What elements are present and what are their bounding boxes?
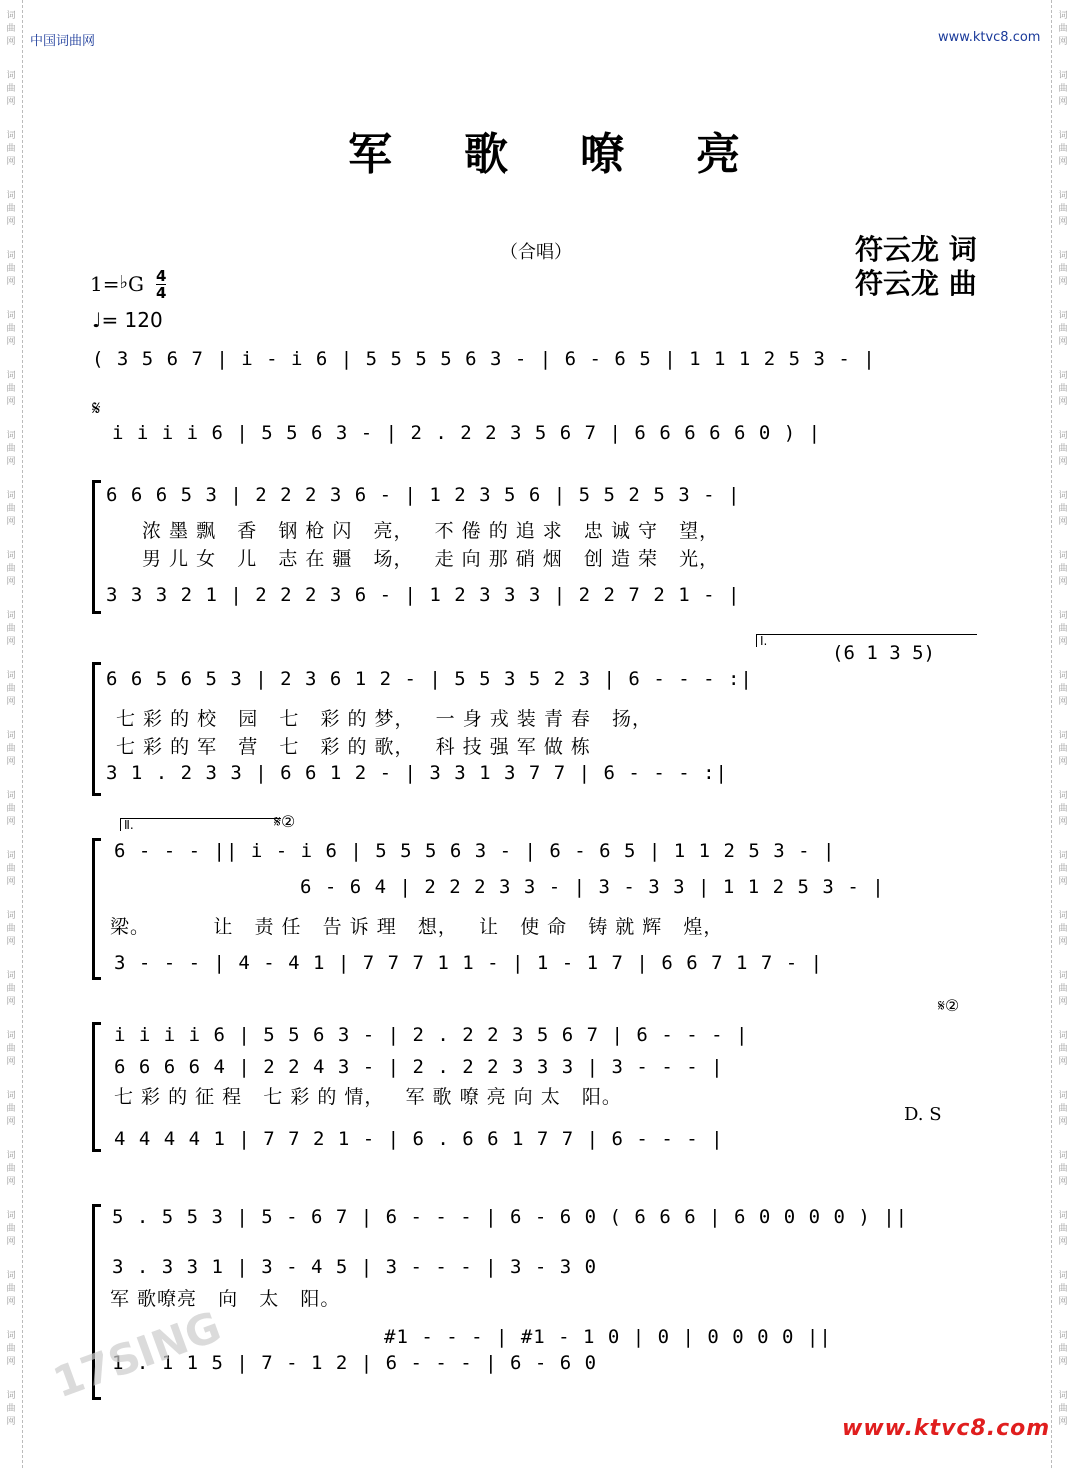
margin-glyph: 词 曲 网: [6, 911, 16, 947]
score-line-5-alto: 3 - - - | 4 - 4 1 | 7 7 7 1 1 - | 1 - 1 7 | 6 6 7 1 7 - |: [114, 952, 824, 974]
key-prefix: 1=: [90, 272, 120, 296]
margin-glyph: 词 曲 网: [6, 791, 16, 827]
score-line-7-alto-top: #1 - - - | #1 - 1 0 | 0 | 0 0 0 0 ||: [384, 1326, 832, 1348]
margin-glyph: 词 曲 网: [6, 1091, 16, 1127]
time-bottom: 4: [156, 284, 167, 302]
time-top: 4: [156, 267, 167, 285]
composer-credit: 符云龙 曲: [855, 267, 977, 300]
margin-glyph: 词 曲 网: [1058, 671, 1068, 707]
score-line-7-alto-bottom: 1 . 1 1 5 | 7 - 1 2 | 6 - - - | 6 - 6 0: [112, 1352, 598, 1374]
margin-glyph: 词 曲 网: [6, 491, 16, 527]
margin-glyph: 词 曲 网: [1058, 1091, 1068, 1127]
score-line-3-alto: 3 3 3 2 1 | 2 2 2 3 6 - | 1 2 3 3 3 | 2 2 7 2 1 - |: [106, 584, 741, 606]
margin-glyph: 词 曲 网: [6, 71, 16, 107]
margin-glyph: 词 曲 网: [1058, 251, 1068, 287]
margin-glyph: 词 曲 网: [1058, 1271, 1068, 1307]
tempo-marking: [92, 308, 163, 332]
margin-glyph: 词 曲 网: [1058, 1031, 1068, 1067]
lyrics-line-7: 军 歌嘹亮 向 太 阳。: [110, 1288, 341, 1310]
margin-glyph: 词 曲 网: [1058, 71, 1068, 107]
margin-glyph: 词 曲 网: [1058, 791, 1068, 827]
score-line-7-mezzo: 3 . 3 3 1 | 3 - 4 5 | 3 - - - | 3 - 3 0: [112, 1256, 598, 1278]
score-line-1: ( 3 5 6 7 | i - i 6 | 5 5 5 5 6 3 - | 6 - 6 5 | 1 1 1 2 5 3 - |: [92, 348, 876, 370]
segno-3-icon: 𝄋②: [938, 996, 960, 1015]
margin-glyph: 词 曲 网: [6, 1271, 16, 1307]
tempo-value: = 120: [101, 308, 163, 332]
margin-glyph: 词 曲 网: [6, 671, 16, 707]
margin-glyph: 词 曲 网: [6, 311, 16, 347]
dal-segno-marking: D. S: [904, 1104, 942, 1125]
segno-2-icon: 𝄋②: [274, 812, 296, 831]
volta-1-label: Ⅰ.: [760, 634, 768, 648]
lyrics-line-5: 梁。 让 责 任 告 诉 理 想， 让 使 命 铸 就 辉 煌，: [110, 916, 724, 938]
score-line-4-soprano: 6 6 5 6 5 3 | 2 3 6 1 2 - | 5 5 3 5 2 3 | 6 - - - :|: [106, 668, 753, 690]
site-name-left[interactable]: 中国词曲网: [30, 34, 96, 49]
margin-glyph: 词 曲 网: [1058, 1391, 1068, 1427]
margin-glyph: 词 曲 网: [1058, 1211, 1068, 1247]
footer-site-logo[interactable]: www.ktvc8.com: [842, 1416, 1051, 1441]
score-line-3-soprano: 6 6 6 5 3 | 2 2 2 3 6 - | 1 2 3 5 6 | 5 5 2 5 3 - |: [106, 484, 741, 506]
system-bracket: [92, 480, 101, 614]
margin-glyph: 词 曲 网: [1058, 131, 1068, 167]
margin-glyph: 词 曲 网: [6, 1151, 16, 1187]
performance-type: （合唱）: [500, 242, 572, 263]
score-line-5-mezzo: 6 - 6 4 | 2 2 2 3 3 - | 3 - 3 3 | 1 1 2 5 3 - |: [300, 876, 885, 898]
margin-glyph: 词 曲 网: [6, 1331, 16, 1367]
flat-icon: ♭: [119, 272, 128, 293]
margin-glyph: 词 曲 网: [6, 551, 16, 587]
left-margin-strip: [0, 0, 23, 1468]
system-bracket: [92, 1022, 101, 1152]
segno-3-label: ②: [944, 996, 960, 1015]
lyrics-line-4-verse-2: 七 彩 的 军 营 七 彩 的 歌， 科 技 强 军 做 栋: [116, 736, 591, 758]
volta-2-label: Ⅱ.: [124, 818, 134, 832]
song-title: 军歌嘹亮: [348, 129, 812, 180]
margin-glyph: 词 曲 网: [6, 251, 16, 287]
time-signature: [156, 268, 166, 301]
margin-glyph: 词 曲 网: [1058, 971, 1068, 1007]
margin-glyph: 词 曲 网: [6, 731, 16, 767]
margin-glyph: 词 曲 网: [6, 851, 16, 887]
score-line-6-soprano: i i i i 6 | 5 5 6 3 - | 2 . 2 2 3 5 6 7 | 6 - - - |: [114, 1024, 749, 1046]
quarter-note-icon: ♩: [92, 308, 102, 332]
right-margin-strip: [1051, 0, 1074, 1468]
margin-glyph: 词 曲 网: [6, 191, 16, 227]
margin-glyph: 词 曲 网: [6, 611, 16, 647]
segno-icon: 𝄋: [92, 396, 101, 420]
margin-glyph: 词 曲 网: [1058, 311, 1068, 347]
margin-glyph: 词 曲 网: [6, 1031, 16, 1067]
key-note: G: [127, 272, 144, 296]
margin-glyph: 词 曲 网: [1058, 911, 1068, 947]
margin-glyph: 词 曲 网: [6, 431, 16, 467]
segno-2-label: ②: [280, 812, 296, 831]
score-line-5-soprano: 6 - - - || i - i 6 | 5 5 5 6 3 - | 6 - 6 5 | 1 1 2 5 3 - |: [114, 840, 836, 862]
volta-1-fill: (6 1 3 5): [832, 642, 935, 664]
lyrics-line-3-verse-2: 男 儿 女 儿 志 在 疆 场， 走 向 那 硝 烟 创 造 荣 光，: [142, 548, 720, 570]
lyrics-line-6: 七 彩 的 征 程 七 彩 的 情， 军 歌 嘹 亮 向 太 阳。: [114, 1086, 622, 1108]
score-line-7-soprano: 5 . 5 5 3 | 5 - 6 7 | 6 - - - | 6 - 6 0 ( 6 6 6 | 6 0 0 0 0 ) ||: [112, 1206, 909, 1228]
margin-glyph: 词 曲 网: [1058, 1151, 1068, 1187]
margin-glyph: 词 曲 网: [6, 971, 16, 1007]
volta-bracket-2: [120, 818, 281, 831]
key-signature: [90, 272, 144, 296]
margin-glyph: 词 曲 网: [1058, 11, 1068, 47]
margin-glyph: 词 曲 网: [1058, 491, 1068, 527]
margin-glyph: 词 曲 网: [1058, 611, 1068, 647]
score-line-4-alto: 3 1 . 2 3 3 | 6 6 1 2 - | 3 3 1 3 7 7 | 6 - - - :|: [106, 762, 728, 784]
margin-glyph: 词 曲 网: [1058, 431, 1068, 467]
margin-glyph: 词 曲 网: [1058, 371, 1068, 407]
margin-glyph: 词 曲 网: [6, 11, 16, 47]
system-bracket: [92, 838, 101, 980]
margin-glyph: 词 曲 网: [6, 371, 16, 407]
site-url-right[interactable]: www.ktvc8.com: [938, 30, 1041, 45]
watermark-logo: 17SING: [46, 1301, 228, 1408]
lyrics-line-4-verse-1: 七 彩 的 校 园 七 彩 的 梦， 一 身 戎 装 青 春 扬，: [116, 708, 652, 730]
margin-glyph: 词 曲 网: [1058, 1331, 1068, 1367]
margin-glyph: 词 曲 网: [6, 131, 16, 167]
margin-glyph: 词 曲 网: [1058, 731, 1068, 767]
margin-glyph: 词 曲 网: [1058, 191, 1068, 227]
margin-glyph: 词 曲 网: [6, 1391, 16, 1427]
lyrics-line-3-verse-1: 浓 墨 飘 香 钢 枪 闪 亮， 不 倦 的 追 求 忠 诚 守 望，: [142, 520, 720, 542]
lyricist-credit: 符云龙 词: [855, 233, 977, 266]
margin-glyph: 词 曲 网: [6, 1211, 16, 1247]
score-line-6-mezzo: 6 6 6 6 4 | 2 2 4 3 - | 2 . 2 2 3 3 3 | 3 - - - |: [114, 1056, 724, 1078]
score-line-6-alto: 4 4 4 4 1 | 7 7 2 1 - | 6 . 6 6 1 7 7 | 6 - - - |: [114, 1128, 724, 1150]
score-line-2: i i i i 6 | 5 5 6 3 - | 2 . 2 2 3 5 6 7 | 6 6 6 6 6 0 ) |: [112, 422, 822, 444]
system-bracket: [92, 662, 101, 796]
margin-glyph: 词 曲 网: [1058, 851, 1068, 887]
margin-glyph: 词 曲 网: [1058, 551, 1068, 587]
